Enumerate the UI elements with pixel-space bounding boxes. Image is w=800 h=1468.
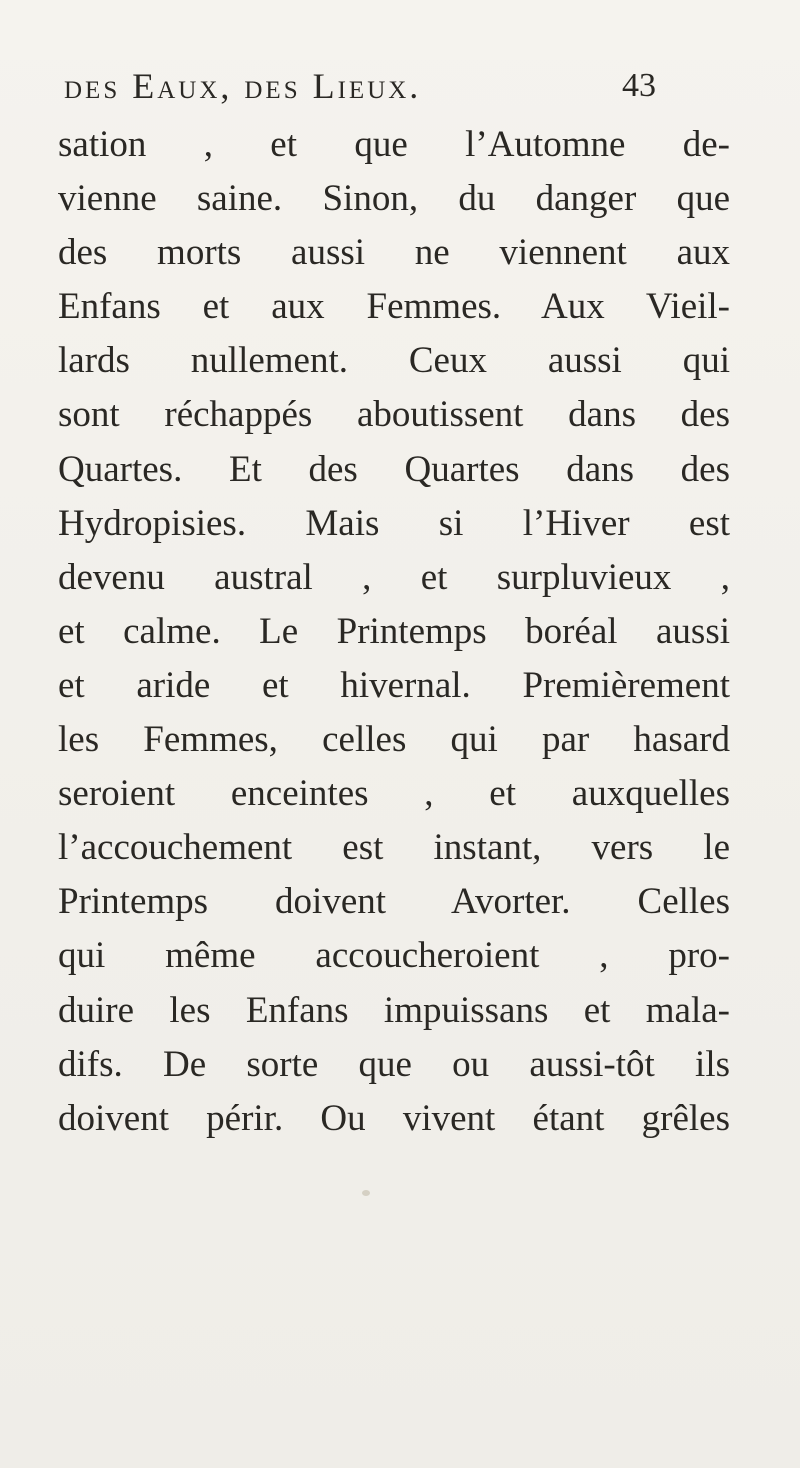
text-line: doivent périr. Ou vivent étant grêles <box>58 1097 730 1139</box>
text-line: difs. De sorte que ou aussi-tôt ils <box>58 1043 730 1085</box>
text-line: sation , et que l’Automne de- <box>58 124 730 165</box>
text-line: sont réchappés aboutissent dans des <box>58 394 730 436</box>
text-line: et aride et hivernal. Premièrement <box>58 664 730 706</box>
running-head <box>64 62 764 110</box>
text-line: duire les Enfans impuissans et mala- <box>58 989 730 1031</box>
text-line: les Femmes, celles qui par hasard <box>58 719 730 761</box>
text-line: Printemps doivent Avorter. Celles <box>58 881 730 923</box>
body-text <box>58 118 730 1146</box>
text-line: et calme. Le Printemps boréal aussi <box>58 610 730 652</box>
text-line: vienne saine. Sinon, du danger que <box>58 178 730 220</box>
text-line: Quartes. Et des Quartes dans des <box>58 448 730 490</box>
text-line: Enfans et aux Femmes. Aux Vieil- <box>58 286 730 328</box>
text-line: lards nullement. Ceux aussi qui <box>58 340 730 382</box>
text-line: l’accouchement est instant, vers le <box>58 827 730 869</box>
text-line: devenu austral , et surpluvieux , <box>58 556 730 598</box>
text-line: seroient enceintes , et auxquelles <box>58 773 730 815</box>
page-number: 43 <box>622 67 656 104</box>
text-line: des morts aussi ne viennent aux <box>58 232 730 274</box>
text-line: qui même accoucheroient , pro- <box>58 935 730 977</box>
text-line: Hydropisies. Mais si l’Hiver est <box>58 502 730 544</box>
paper-speck <box>362 1190 370 1196</box>
running-title: des Eaux, des Lieux. <box>64 66 422 106</box>
